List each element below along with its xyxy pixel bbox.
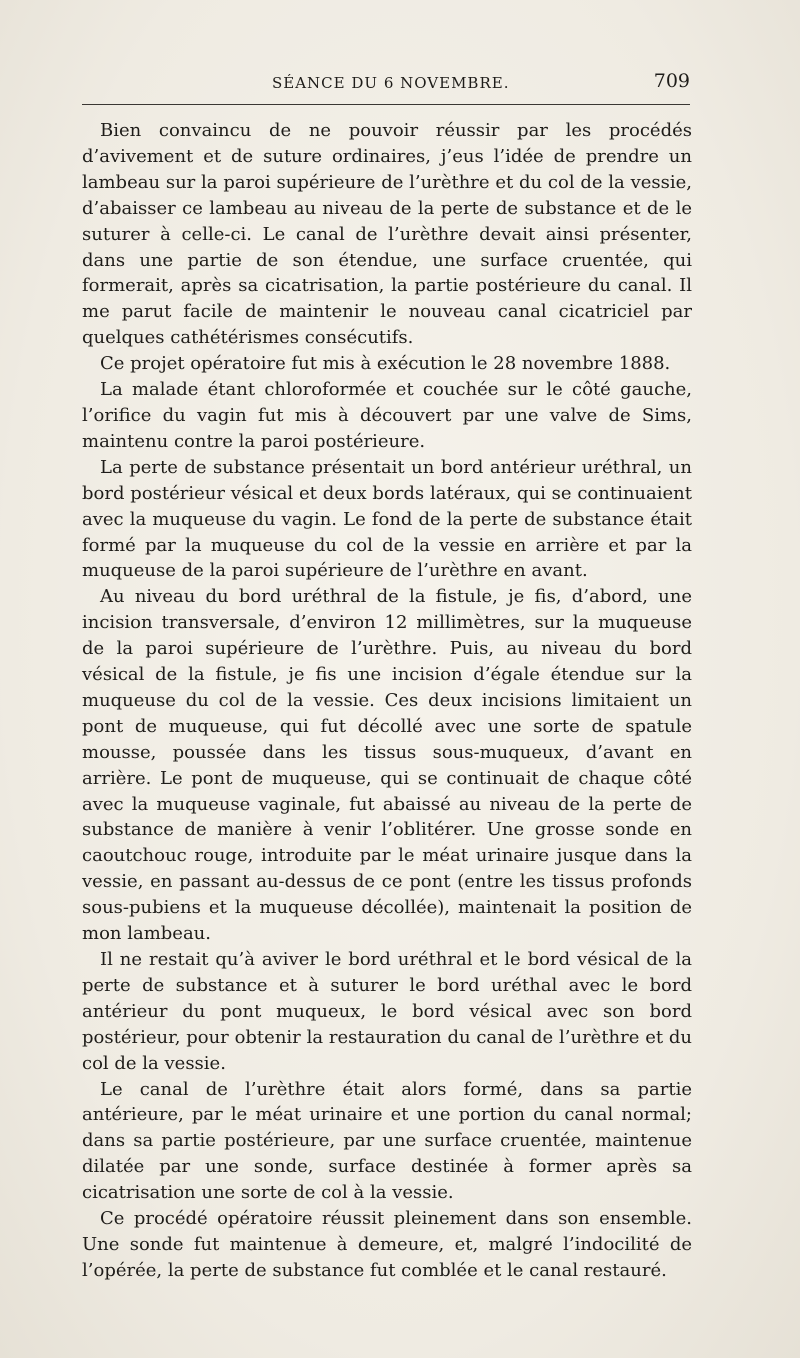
page-header [82, 70, 690, 100]
body-text [82, 118, 692, 1284]
running-title: SÉANCE DU 6 NOVEMBRE. [272, 74, 510, 92]
paragraph: La perte de substance présentait un bord antérieur uréthral, un bord postérieur vésical et deux bords latéraux, qui se continuaient avec la muqueuse du vagin. Le fond de la perte de substance était formé par la muqueuse du col de la vessie en arrière et par la muqueuse de la paroi supérieure de l’urèthre en avant. [82, 456, 692, 582]
page-number: 709 [653, 70, 690, 92]
paragraph: Bien convaincu de ne pouvoir réussir par les procédés d’avivement et de suture ordinaires, j’eus l’idée de prendre un lambeau sur la paroi supérieure de l’urèthre et du col de la vessie, d’abaisser ce lambeau au niveau de la perte de substance et de le suturer à celle-ci. Le canal de l’urèthre devait ainsi présenter, dans une partie de son étendue, une surface cruentée, qui formerait, après sa cicatrisation, la partie postérieure du canal. Il me parut facile de maintenir le nouveau canal cicatriciel par quelques cathétérismes consécutifs. [82, 120, 692, 349]
header-rule [82, 104, 690, 105]
paragraph: Au niveau du bord uréthral de la fistule, je fis, d’abord, une incision transversale, d’environ 12 millimètres, sur la muqueuse de la paroi supérieure de l’urèthre. Puis, au niveau du bord vésical de la fistule, je fis une incision d’égale étendue sur la muqueuse du col de la vessie. Ces deux incisions limitaient un pont de muqueuse, qui fut décollé avec une sorte de spatule mousse, poussée dans les tissus sous-muqueux, d’avant en arrière. Le pont de muqueuse, qui se continuait de chaque côté avec la muqueuse vaginale, fut abaissé au niveau de la perte de substance de manière à venir l’oblitérer. Une grosse sonde en caoutchouc rouge, introduite par le méat urinaire jusque dans la vessie, en passant au-dessus de ce pont (entre les tissus profonds sous-pubiens et la muqueuse décollée), maintenait la position de mon lambeau. [82, 586, 692, 945]
paragraph: La malade étant chloroformée et couchée sur le côté gauche, l’orifice du vagin fut mis à découvert par une valve de Sims, maintenu contre la paroi postérieure. [82, 379, 692, 452]
paragraph: Ce projet opératoire fut mis à exécution le 28 novembre 1888. [100, 353, 671, 375]
paragraph: Ce procédé opératoire réussit pleinement dans son ensemble. Une sonde fut maintenue à demeure, et, malgré l’indocilité de l’opérée, la perte de substance fut comblée et le canal restauré. [82, 1208, 692, 1281]
paragraph: Il ne restait qu’à aviver le bord uréthral et le bord vésical de la perte de substance et à suturer le bord uréthal avec le bord antérieur du pont muqueux, le bord vésical avec son bord postérieur, pour obtenir la restauration du canal de l’urèthre et du col de la vessie. [82, 949, 692, 1074]
paragraph: Le canal de l’urèthre était alors formé, dans sa partie antérieure, par le méat urinaire et une portion du canal normal; dans sa partie postérieure, par une surface cruentée, maintenue dilatée par une sonde, surface destinée à former après sa cicatrisation une sorte de col à la vessie. [82, 1078, 692, 1204]
